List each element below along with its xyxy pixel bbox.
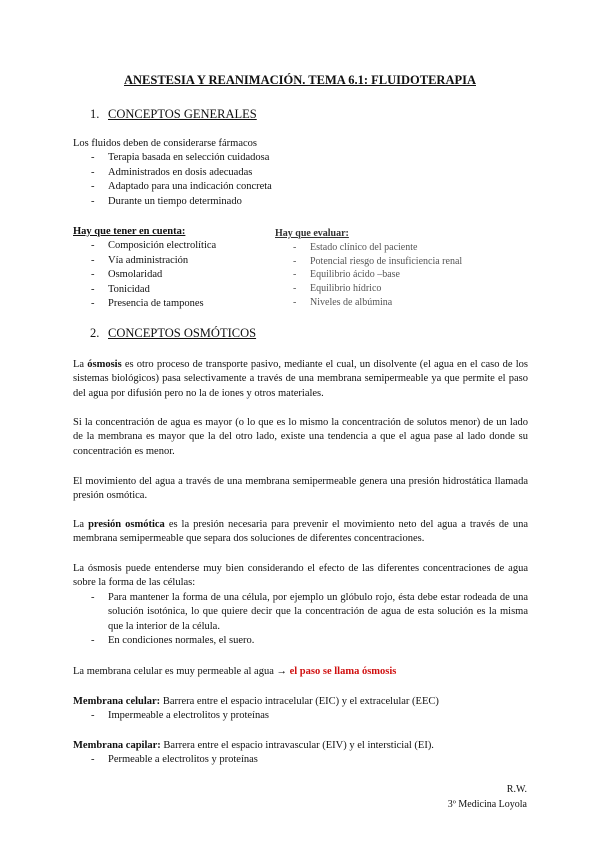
list-item: - Tonicidad — [73, 283, 273, 297]
consider-heading: Hay que tener en cuenta: — [73, 226, 186, 237]
section-1-title: CONCEPTOS GENERALES — [108, 107, 257, 121]
evaluate-column — [275, 227, 525, 310]
cell-shape-list — [73, 591, 528, 649]
evaluate-list — [275, 241, 525, 310]
author-initials: R.W. — [506, 784, 527, 795]
fluids-intro: Los fluidos deben de considerarse fármacos — [73, 138, 257, 149]
list-item: - Equilibrio hídrico — [275, 282, 525, 296]
list-item: - Presencia de tampones — [73, 297, 273, 311]
list-item: - Estado clínico del paciente — [275, 241, 525, 255]
list-item: - Terapia basada en selección cuidadosa — [73, 151, 528, 165]
concentration-paragraph: Si la concentración de agua es mayor (o lo que es lo mismo la concentración de solutos menor) de un lado de la membrana es mayor que la del otro lado, existe una tendencia a que el agua pase al lado donde su concentración es menor. — [73, 417, 528, 457]
course-label: 3º Medicina Loyola — [447, 798, 527, 810]
list-item: - Permeable a electrolitos y proteínas — [73, 753, 528, 767]
fluids-bullet-list — [73, 151, 528, 209]
document-title: ANESTESIA Y REANIMACIÓN. TEMA 6.1: FLUIDOTERAPIA — [123, 73, 476, 87]
capillary-membrane-term: Membrana capilar: — [73, 740, 161, 751]
list-item: - Adaptado para una indicación concreta — [73, 180, 528, 194]
list-item: - Para mantener la forma de una célula, por ejemplo un glóbulo rojo, ésta debe estar rodeada de una solución isotónica, lo que quiere decir que la concentración de agua de esta solución es la misma que la interior de la célula. — [73, 591, 528, 634]
list-item: - Administrados en dosis adecuadas — [73, 166, 528, 180]
cell-membrane-term: Membrana celular: — [73, 696, 161, 707]
capillary-membrane-block: Membrana capilar: Barrera entre el espacio intravascular (EIV) y el intersticial (EI). - Permeable a electrolitos y proteínas — [73, 739, 528, 768]
membrane-permeable-line: La membrana celular es muy permeable al agua → el paso se llama ósmosis — [73, 666, 397, 677]
section-1-number: 1. — [90, 107, 100, 121]
list-item: - Niveles de albúmina — [275, 296, 525, 310]
section-2-heading — [90, 325, 256, 342]
list-item: - Vía administración — [73, 254, 273, 268]
consider-column — [73, 225, 273, 312]
cell-shape-paragraph: La ósmosis puede entenderse muy bien considerando el efecto de las diferentes concentraciones de agua sobre la forma de las células: - Para mantener la forma de una célula, por ejemplo un glóbulo rojo, ésta debe estar rodeada de una solución isotónica, lo que quiere decir que la concentración de agua de esta solución es la misma que la interior de la célula. - En condiciones normales, el suero. — [73, 562, 528, 649]
list-item: - Potencial riesgo de insuficiencia renal — [275, 255, 525, 269]
evaluate-heading: Hay que evaluar: — [275, 228, 349, 239]
cell-membrane-block: Membrana celular: Barrera entre el espacio intracelular (EIC) y el extracelular (EEC) - Impermeable a electrolitos y proteínas — [73, 695, 528, 724]
arrow-icon: → — [276, 666, 287, 677]
list-item: - Osmolaridad — [73, 268, 273, 282]
section-2-number: 2. — [90, 326, 100, 340]
osmotic-pressure-term: presión osmótica — [88, 519, 165, 530]
osmosis-highlight: el paso se llama ósmosis — [289, 666, 397, 677]
list-item: - Durante un tiempo determinado — [73, 195, 528, 209]
consider-list — [73, 239, 273, 311]
list-item: - Impermeable a electrolitos y proteínas — [73, 709, 528, 723]
list-item: - En condiciones normales, el suero. — [73, 634, 528, 648]
list-item: - Composición electrolítica — [73, 239, 273, 253]
section-1-intro-block — [73, 137, 528, 209]
section-2-title: CONCEPTOS OSMÓTICOS — [108, 326, 257, 340]
page-footer — [448, 783, 527, 812]
section-1-heading — [90, 106, 257, 123]
osmosis-definition: La ósmosis es otro proceso de transporte pasivo, mediante el cual, un disolvente (el agua en el caso de los sistemas biológicos) pasa selectivamente a través de una membrana semipermeable ya que permite el paso del agua por difusión pero no la de iones y otros materiales. — [73, 359, 528, 399]
hydrostatic-paragraph: El movimiento del agua a través de una membrana semipermeable genera una presión hidrostática llamada presión osmótica. — [73, 476, 528, 502]
osmotic-pressure-paragraph: La presión osmótica es la presión necesaria para prevenir el movimiento neto del agua a través de una membrana semipermeable que separa dos soluciones de diferentes concentraciones. — [73, 519, 528, 545]
osmosis-term: ósmosis — [87, 359, 122, 370]
list-item: - Equilibrio ácido –base — [275, 268, 525, 282]
